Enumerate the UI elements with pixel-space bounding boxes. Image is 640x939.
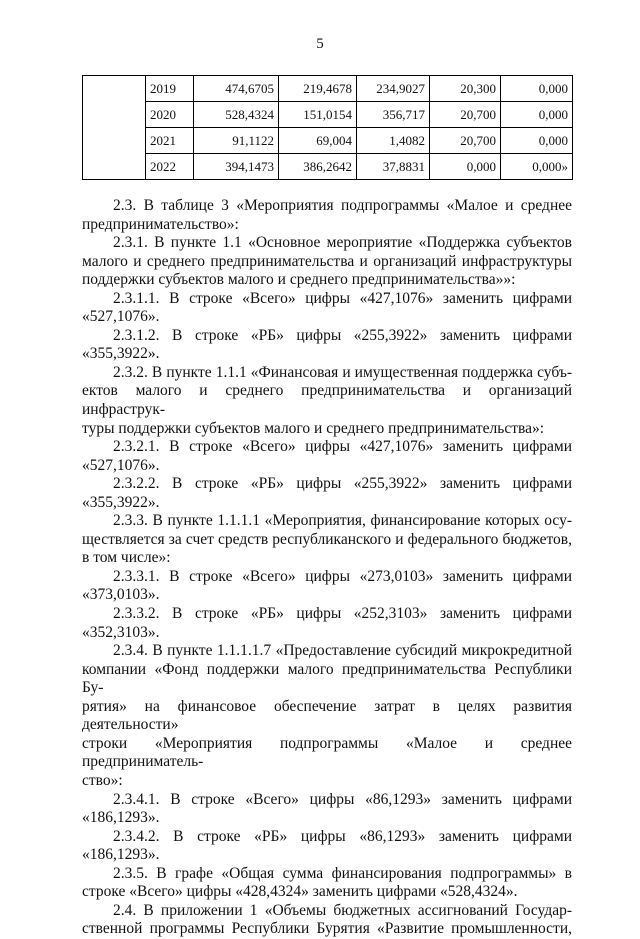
text-line: 2.3.5. В графе «Общая сумма финансирования подпрограммы» в <box>113 864 572 882</box>
table-cell: 37,8831 <box>357 154 430 180</box>
table-cell: 394,1473 <box>194 154 279 180</box>
text-line: «186,1293». <box>82 809 160 827</box>
text-line: 2.3. В таблице 3 «Мероприятия подпрограммы «Малое и среднее <box>113 197 572 214</box>
text-line: 2.3.3.2. В строке «РБ» цифры «252,3103» заменить цифрами <box>113 605 572 623</box>
table-cell: 356,717 <box>357 102 430 128</box>
text-line: строке «Всего» цифры «428,4324» заменить цифрами «528,4324». <box>82 883 518 901</box>
text-line: «355,3922». <box>82 345 160 363</box>
text-line: 2.4. В приложении 1 «Объемы бюджетных ассигнований Государ- <box>113 901 572 919</box>
text-line: «352,3103». <box>82 623 160 641</box>
text-line: «355,3922». <box>82 493 160 511</box>
table-cell: 20,700 <box>430 102 501 128</box>
text-line: «527,1076». <box>82 456 160 474</box>
text-line: 2.3.4.2. В строке «РБ» цифры «86,1293» заменить цифрами <box>113 827 572 845</box>
table-cell: 91,1122 <box>194 128 279 154</box>
table-cell: 20,300 <box>430 76 501 102</box>
table-cell: 151,0154 <box>279 102 357 128</box>
table-cell: 0,000 <box>501 102 573 128</box>
text-line: 2.3.2. В пункте 1.1.1 «Финансовая и имущественная поддержка субъ- <box>113 363 572 381</box>
text-line: «373,0103». <box>82 586 160 604</box>
text-line: компании «Фонд поддержки малого предпринимательства Республики Бу- <box>82 660 572 697</box>
year-cell: 2022 <box>146 154 194 180</box>
year-cell: 2020 <box>146 102 194 128</box>
text-line: 2.3.3.1. В строке «Всего» цифры «273,0103» заменить цифрами <box>113 567 572 585</box>
empty-merged-cell <box>83 76 146 180</box>
table-cell: 0,000» <box>501 154 573 180</box>
financing-table <box>82 75 573 180</box>
text-line: «527,1076». <box>82 308 160 326</box>
year-cell: 2019 <box>146 76 194 102</box>
text-line: в том числе»: <box>82 549 171 567</box>
text-line: туры поддержки субъектов малого и среднего предпринимательства»: <box>82 419 545 437</box>
text-line: поддержки субъектов малого и среднего предпринимательства»»: <box>82 271 516 289</box>
table-cell: 386,2642 <box>279 154 357 180</box>
text-line: 2.3.2.2. В строке «РБ» цифры «255,3922» заменить цифрами <box>113 475 572 493</box>
year-cell: 2021 <box>146 128 194 154</box>
table-cell: 474,6705 <box>194 76 279 102</box>
text-line: ществляется за счет средств республиканского и федерального бюджетов, <box>82 530 572 548</box>
text-line: 2.3.3. В пункте 1.1.1.1 «Мероприятия, финансирование которых осу- <box>113 512 572 530</box>
text-line: строки «Мероприятия подпрограммы «Малое и среднее предприниматель- <box>82 734 572 771</box>
table-cell: 1,4082 <box>357 128 430 154</box>
text-line: «186,1293». <box>82 846 160 864</box>
table-cell: 528,4324 <box>194 102 279 128</box>
text-line: 2.3.2.1. В строке «Всего» цифры «427,1076» заменить цифрами <box>113 438 572 456</box>
text-line: 2.3.4. В пункте 1.1.1.1.7 «Предоставление субсидий микрокредитной <box>113 642 572 660</box>
text-line: 2.3.1. В пункте 1.1 «Основное мероприятие «Поддержка субъектов <box>113 234 572 252</box>
table-row <box>83 102 573 128</box>
text-line: 2.3.1.2. В строке «РБ» цифры «255,3922» заменить цифрами <box>113 326 572 344</box>
page-number: 5 <box>316 36 324 52</box>
table-cell: 219,4678 <box>279 76 357 102</box>
text-line: ственной программы Республики Бурятия «Развитие промышленности, <box>82 920 572 938</box>
text-line: рятия» на финансовое обеспечение затрат в целях развития деятельности» <box>82 697 572 734</box>
table-row <box>83 154 573 180</box>
text-line: предпринимательство»: <box>82 215 239 233</box>
text-line: 2.3.4.1. В строке «Всего» цифры «86,1293» заменить цифрами <box>113 790 572 808</box>
table-cell: 234,9027 <box>357 76 430 102</box>
text-line: малого и среднего предпринимательства и организаций инфраструктуры <box>82 252 572 270</box>
table-cell: 0,000 <box>501 76 573 102</box>
document-body <box>82 197 572 939</box>
table-row <box>83 128 573 154</box>
text-line: 2.3.1.1. В строке «Всего» цифры «427,1076» заменить цифрами <box>113 289 572 307</box>
text-line: ектов малого и среднего предпринимательства и организаций инфраструк- <box>82 382 572 419</box>
table-cell: 20,700 <box>430 128 501 154</box>
table-row <box>83 76 573 102</box>
text-line: ство»: <box>82 771 123 789</box>
table-cell: 0,000 <box>501 128 573 154</box>
table-cell: 69,004 <box>279 128 357 154</box>
table-cell: 0,000 <box>430 154 501 180</box>
